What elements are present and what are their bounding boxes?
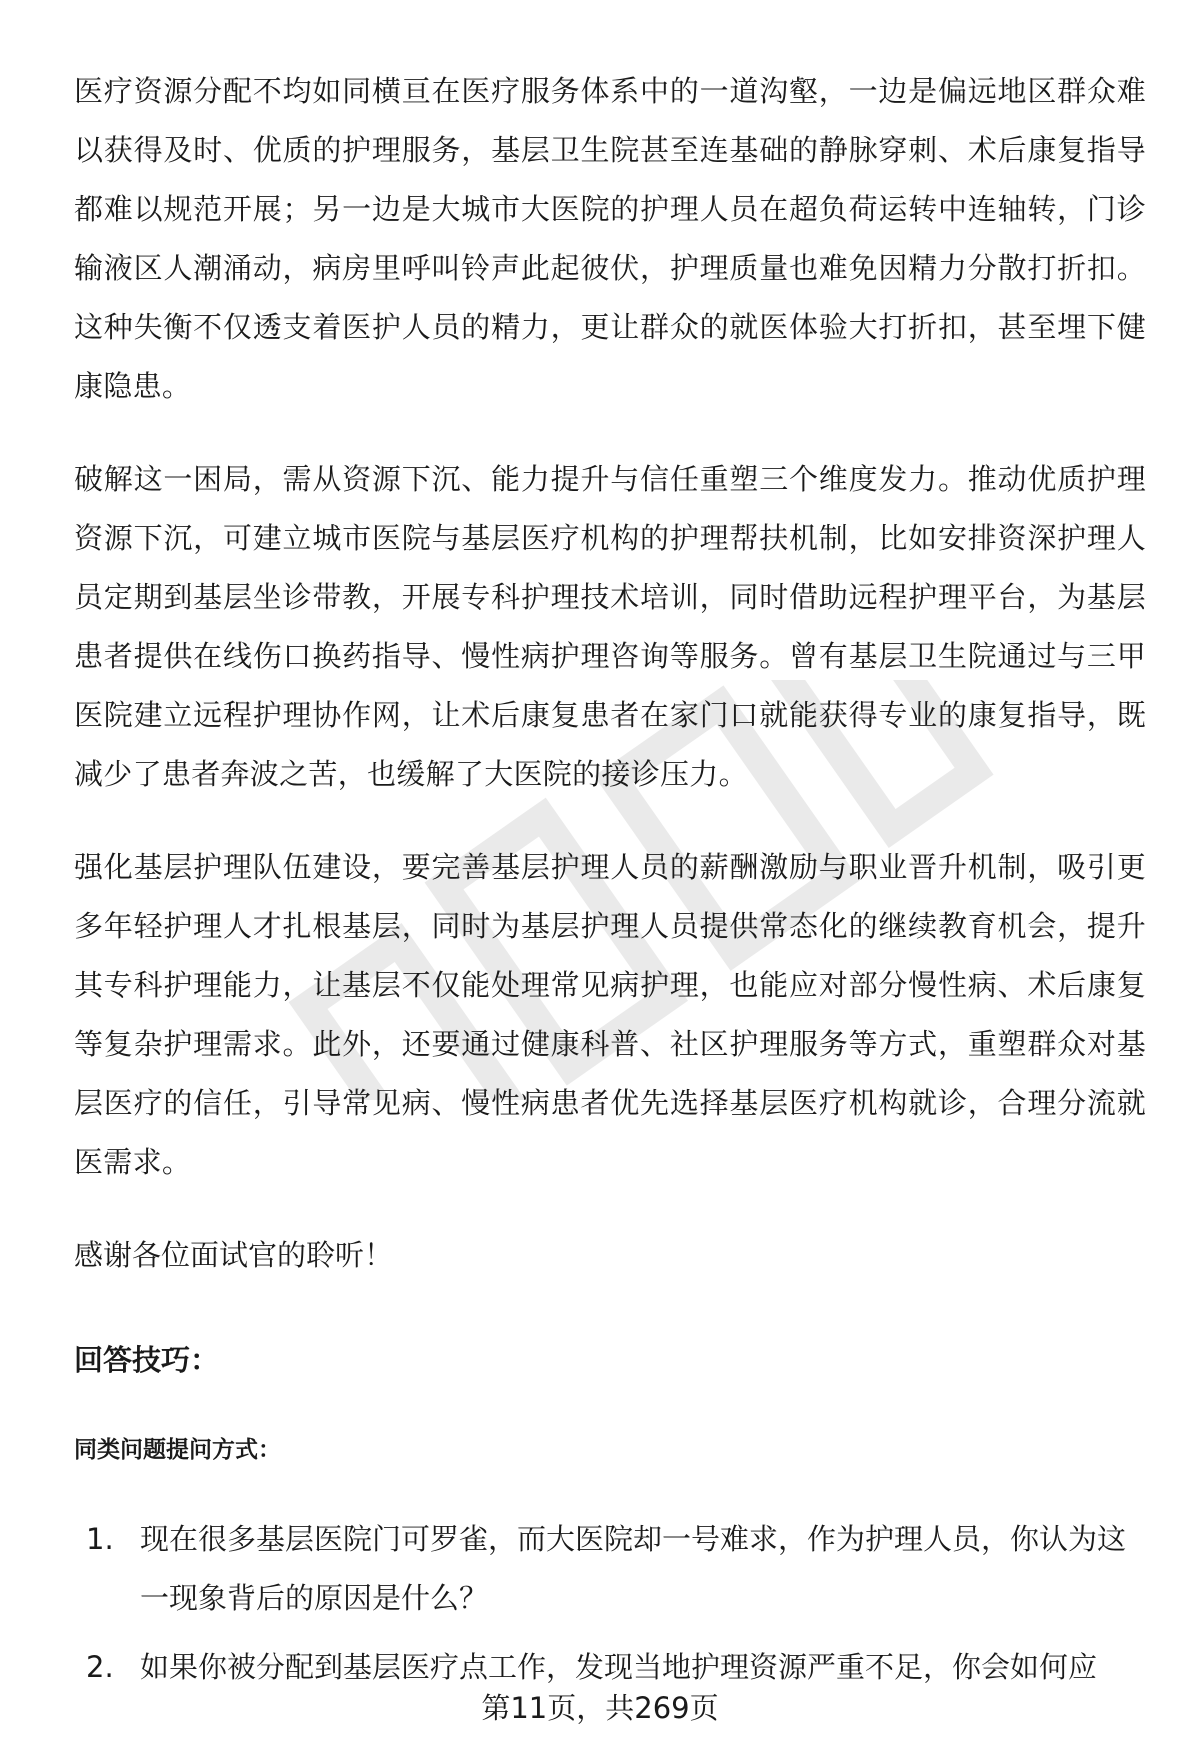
page-number-footer: 第11页，共269页 [481,1691,719,1725]
tips-heading: 回答技巧： [74,1343,220,1377]
list-item-number: 2. [86,1650,114,1684]
list-item [86,1510,1146,1628]
list-item-text: 现在很多基层医院门可罗雀，而大医院却一号难求，作为护理人员，你认为这一现象背后的原因是什么？ [140,1522,1127,1615]
list-item-number: 1. [86,1522,114,1556]
list-item-text: 如果你被分配到基层医疗点工作，发现当地护理资源严重不足，你会如何应 [140,1650,1098,1684]
paragraph-1: 医疗资源分配不均如同横亘在医疗服务体系中的一道沟壑，一边是偏远地区群众难以获得及时、优质的护理服务，基层卫生院甚至连基础的静脉穿刺、术后康复指导都难以规范开展；另一边是大城市大医院的护理人员在超负荷运转中连轴转，门诊输液区人潮涌动，病房里呼叫铃声此起彼伏，护理质量也难免因精力分散打折扣。这种失衡不仅透支着医护人员的精力，更让群众的就医体验大打折扣，甚至埋下健康隐患。 [74,74,1146,403]
document-body [74,62,1146,1707]
paragraph-2: 破解这一困局，需从资源下沉、能力提升与信任重塑三个维度发力。推动优质护理资源下沉，可建立城市医院与基层医疗机构的护理帮扶机制，比如安排资深护理人员定期到基层坐诊带教，开展专科护理技术培训，同时借助远程护理平台，为基层患者提供在线伤口换药指导、慢性病护理咨询等服务。曾有基层卫生院通过与三甲医院建立远程护理协作网，让术后康复患者在家门口就能获得专业的康复指导，既减少了患者奔波之苦，也缓解了大医院的接诊压力。 [74,462,1146,791]
similar-questions-heading: 同类问题提问方式： [74,1437,281,1463]
paragraph-3: 强化基层护理队伍建设，要完善基层护理人员的薪酬激励与职业晋升机制，吸引更多年轻护理人才扎根基层，同时为基层护理人员提供常态化的继续教育机会，提升其专科护理能力，让基层不仅能处理常见病护理，也能应对部分慢性病、术后康复等复杂护理需求。此外，还要通过健康科普、社区护理服务等方式，重塑群众对基层医疗的信任，引导常见病、慢性病患者优先选择基层医疗机构就诊，合理分流就医需求。 [74,850,1146,1179]
question-list [74,1510,1146,1697]
closing-thanks: 感谢各位面试官的聆听！ [74,1238,394,1272]
